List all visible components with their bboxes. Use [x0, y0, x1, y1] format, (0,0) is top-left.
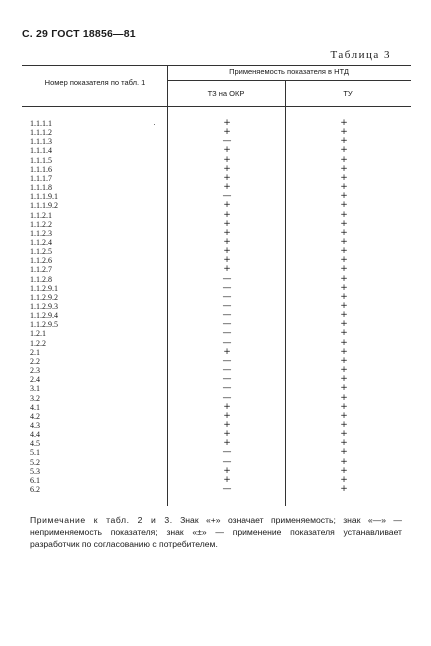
- tu-mark: +: [340, 227, 348, 238]
- row-indicator-id: 1.1.2.9.3: [30, 302, 58, 311]
- tu-mark: +: [340, 374, 348, 385]
- row-indicator-id: 5.2: [30, 457, 40, 467]
- row-indicator-id: 3.1: [30, 384, 40, 394]
- row-indicator-id: 1.1.2.1: [30, 210, 52, 220]
- tu-mark: +: [340, 255, 348, 266]
- row-indicator-id: 1.1.1.9.1: [30, 192, 58, 202]
- tz-mark: —: [222, 310, 232, 321]
- tu-mark: +: [340, 118, 348, 128]
- table-note: [30, 514, 402, 550]
- row-indicator-id: 1.1.1.1: [30, 119, 52, 128]
- tz-mark: —: [222, 282, 232, 293]
- tz-mark: —: [222, 337, 232, 348]
- tu-mark: +: [340, 246, 348, 257]
- row-indicator-id: 4.4: [30, 430, 40, 440]
- row-indicator-id: 1.1.1.3: [30, 137, 52, 147]
- tz-mark: —: [222, 355, 232, 366]
- tu-mark: +: [340, 401, 348, 412]
- note-lead: Примечание к табл. 2 и 3.: [30, 515, 173, 525]
- tz-mark: +: [223, 209, 231, 220]
- row-indicator-id: 1.1.2.6: [30, 256, 52, 266]
- tu-mark: +: [340, 484, 348, 494]
- tu-mark: +: [340, 154, 348, 165]
- tu-mark: +: [340, 200, 348, 211]
- tu-mark: +: [340, 365, 348, 376]
- tz-mark: +: [223, 145, 231, 156]
- tu-mark: +: [340, 392, 348, 403]
- tz-mark: +: [223, 127, 231, 138]
- tu-mark: +: [340, 191, 348, 202]
- tz-mark: +: [223, 429, 231, 440]
- row-indicator-id: 1.1.2.8: [30, 274, 52, 284]
- table-top-rule: [22, 65, 411, 66]
- tz-mark: +: [223, 474, 231, 485]
- tz-mark: +: [223, 236, 231, 247]
- tz-mark: —: [222, 374, 232, 385]
- tu-mark: +: [340, 136, 348, 147]
- row-indicator-id: 1.1.1.4: [30, 146, 52, 156]
- row-indicator-id: 1.1.2.2: [30, 219, 52, 229]
- row-indicator-id: 1.1.1.7: [30, 173, 52, 183]
- tu-mark: +: [340, 355, 348, 366]
- tz-mark: —: [222, 291, 232, 302]
- row-indicator-id: 3.2: [30, 393, 40, 403]
- tz-mark: +: [223, 118, 231, 128]
- tz-mark: +: [223, 465, 231, 476]
- row-indicator-id: 5.1: [30, 448, 40, 458]
- row-indicator-id: 1.1.2.7: [30, 265, 52, 275]
- tu-mark: +: [340, 474, 348, 485]
- tu-mark: +: [340, 419, 348, 430]
- row-indicator-id: 2.3: [30, 366, 40, 376]
- row-indicator-id: 4.1: [30, 402, 40, 412]
- tz-mark: +: [223, 438, 231, 449]
- tz-mark: +: [223, 163, 231, 174]
- row-indicator-id: 1.2.1: [30, 329, 46, 339]
- tu-mark: +: [340, 337, 348, 348]
- row-indicator-id: 1.1.1.5: [30, 155, 52, 165]
- tz-mark: +: [223, 172, 231, 183]
- tz-mark: —: [222, 191, 232, 202]
- tz-mark: —: [222, 136, 232, 147]
- row-indicator-id: 2.4: [30, 375, 40, 385]
- tz-mark: +: [223, 255, 231, 266]
- table-caption: Таблица 3: [330, 49, 391, 61]
- header-indicator-number: Номер показателя по табл. 1: [44, 78, 146, 87]
- row-indicator-id: 1.1.1.2: [30, 128, 52, 138]
- tu-mark: +: [340, 346, 348, 357]
- tu-mark: +: [340, 236, 348, 247]
- tz-mark: —: [222, 301, 232, 311]
- tz-mark: —: [222, 456, 232, 467]
- tz-mark: —: [222, 484, 232, 494]
- row-indicator-id: 4.3: [30, 420, 40, 430]
- page-header: С. 29 ГОСТ 18856—81: [22, 28, 136, 40]
- tu-mark: +: [340, 319, 348, 330]
- tz-mark: +: [223, 182, 231, 193]
- row-indicator-id: 1.1.1.8: [30, 183, 52, 193]
- header-bottom-rule: [22, 106, 411, 107]
- tz-mark: +: [223, 410, 231, 421]
- row-indicator-id: 1.1.2.9.5: [30, 320, 58, 330]
- row-indicator-id: 2.2: [30, 356, 40, 366]
- header-mid-rule: [167, 80, 411, 81]
- tz-mark: —: [222, 365, 232, 376]
- tu-mark: +: [340, 127, 348, 138]
- row-indicator-id: 1.1.1.6: [30, 164, 52, 174]
- tu-mark: +: [340, 145, 348, 156]
- tu-mark: +: [340, 301, 348, 311]
- header-applicability: Применяемость показателя в НТД: [229, 67, 349, 76]
- row-indicator-id: 4.5: [30, 439, 40, 449]
- tu-mark: +: [340, 209, 348, 220]
- tu-mark: +: [340, 383, 348, 394]
- header-col-tz: ТЗ на ОКР: [207, 89, 245, 98]
- row-indicator-id: 4.2: [30, 411, 40, 421]
- tz-mark: —: [222, 319, 232, 330]
- row-indicator-id: 1.1.2.3: [30, 228, 52, 238]
- tu-mark: +: [340, 328, 348, 339]
- tu-mark: +: [340, 291, 348, 302]
- tu-mark: +: [340, 273, 348, 284]
- tu-mark: +: [340, 465, 348, 476]
- tz-mark: —: [222, 273, 232, 284]
- tz-mark: —: [222, 383, 232, 394]
- tu-mark: +: [340, 429, 348, 440]
- row-indicator-id: 1.1.2.9.4: [30, 311, 58, 321]
- row-indicator-id: 1.1.2.4: [30, 237, 52, 247]
- row-indicator-id: 2.1: [30, 347, 40, 357]
- row-indicator-id: 6.1: [30, 475, 40, 485]
- tu-mark: +: [340, 310, 348, 321]
- row-indicator-id: 1.1.2.9.2: [30, 292, 58, 302]
- tz-mark: —: [222, 392, 232, 403]
- tu-mark: +: [340, 438, 348, 449]
- row-indicator-id: 5.3: [30, 466, 40, 476]
- tu-mark: +: [340, 264, 348, 275]
- tz-mark: +: [223, 401, 231, 412]
- tz-mark: +: [223, 154, 231, 165]
- tu-mark: +: [340, 182, 348, 193]
- row-indicator-id: 6.2: [30, 485, 40, 494]
- column-divider-left: [167, 65, 168, 506]
- header-col-tu: ТУ: [343, 89, 353, 98]
- tz-mark: —: [222, 447, 232, 458]
- tu-mark: +: [340, 410, 348, 421]
- tz-mark: +: [223, 264, 231, 275]
- row-indicator-id: 1.1.2.9.1: [30, 283, 58, 293]
- tz-mark: +: [223, 200, 231, 211]
- row-indicator-id: 1.1.1.9.2: [30, 201, 58, 211]
- row-indicator-id: 1.1.2.5: [30, 247, 52, 257]
- tu-mark: +: [340, 163, 348, 174]
- tu-mark: +: [340, 218, 348, 229]
- tz-mark: +: [223, 346, 231, 357]
- tu-mark: +: [340, 447, 348, 458]
- tz-mark: +: [223, 218, 231, 229]
- row-indicator-id: 1.2.2: [30, 338, 46, 348]
- tz-mark: +: [223, 227, 231, 238]
- tz-mark: +: [223, 419, 231, 430]
- tu-mark: +: [340, 456, 348, 467]
- scan-speck: [154, 124, 155, 125]
- column-divider-right: [285, 80, 286, 506]
- note-body: Знак «+» означает применяемость; знак «—» — неприменяемость показателя; знак «±» — применение показателя устанавливает разработчик по согласованию с потребителем.: [30, 515, 402, 549]
- tz-mark: —: [222, 328, 232, 339]
- tu-mark: +: [340, 282, 348, 293]
- tu-mark: +: [340, 172, 348, 183]
- tz-mark: +: [223, 246, 231, 257]
